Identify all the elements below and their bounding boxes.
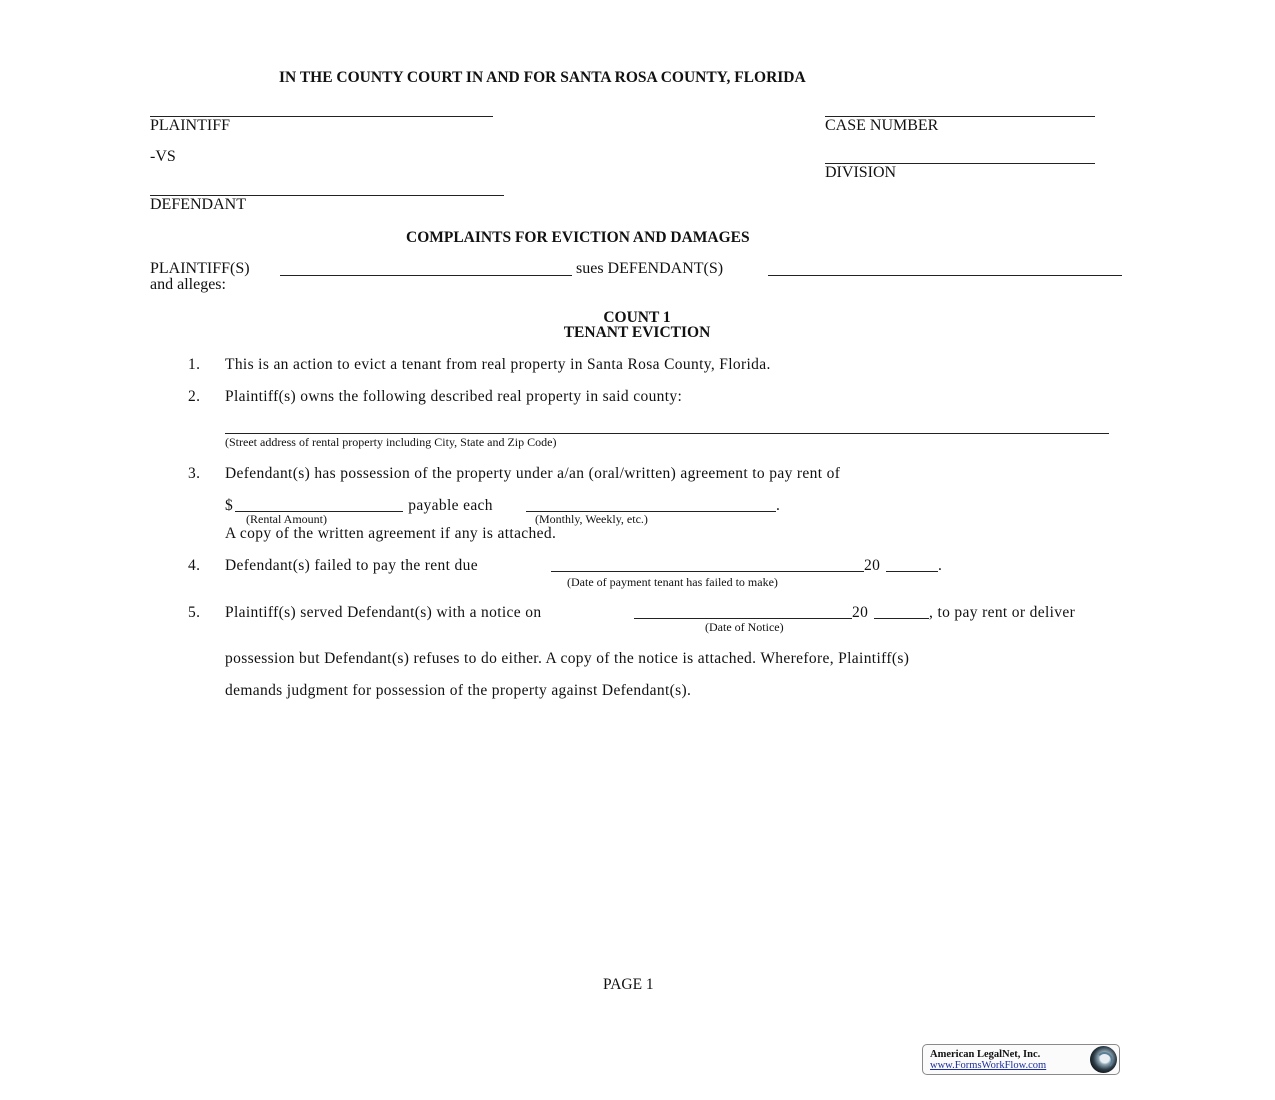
unpaid-rent-date-field[interactable] <box>551 571 864 572</box>
logo-url-link[interactable]: www.FormsWorkFlow.com <box>930 1060 1047 1071</box>
page-number: PAGE 1 <box>603 976 654 993</box>
item-2-text: Plaintiff(s) owns the following described real property in said county: <box>225 388 683 405</box>
item-5-year-prefix: 20 <box>852 604 869 621</box>
item-5-after-text: , to pay rent or deliver <box>929 604 1076 621</box>
rental-amount-caption: (Rental Amount) <box>246 512 327 526</box>
property-address-caption: (Street address of rental property including City, State and Zip Code) <box>225 435 557 449</box>
property-address-field[interactable] <box>225 433 1109 434</box>
plaintiffs-label: PLAINTIFF(S) <box>150 260 250 277</box>
defendant-label: DEFENDANT <box>150 196 246 213</box>
unpaid-rent-year-field[interactable] <box>886 571 938 572</box>
item-2-number: 2. <box>188 388 201 405</box>
logo-company-name: American LegalNet, Inc. <box>930 1049 1041 1060</box>
copy-agreement-text: A copy of the written agreement if any is attached. <box>225 525 557 542</box>
item-1-number: 1. <box>188 356 201 373</box>
count-heading: COUNT 1 <box>603 309 671 326</box>
unpaid-rent-date-caption: (Date of payment tenant has failed to make) <box>567 575 778 589</box>
plaintiff-label: PLAINTIFF <box>150 117 231 134</box>
item-4-end: . <box>938 557 943 574</box>
vs-label: -VS <box>150 148 176 165</box>
notice-year-field[interactable] <box>874 618 929 619</box>
item-4-year-prefix: 20 <box>864 557 881 574</box>
and-alleges-text: and alleges: <box>150 276 226 293</box>
payable-each-text: payable each <box>404 497 498 514</box>
court-title: IN THE COUNTY COURT IN AND FOR SANTA ROSA COUNTY, FLORIDA <box>279 69 806 86</box>
plaintiffs-field[interactable] <box>280 275 572 276</box>
division-label: DIVISION <box>825 164 897 181</box>
item-1-text: This is an action to evict a tenant from real property in Santa Rosa County, Florida. <box>225 356 771 373</box>
item-5-text: Plaintiff(s) served Defendant(s) with a notice on <box>225 604 546 621</box>
count-subheading: TENANT EVICTION <box>563 324 711 341</box>
case-number-label: CASE NUMBER <box>825 117 939 134</box>
american-legalnet-logo[interactable] <box>922 1044 1120 1075</box>
globe-icon <box>1090 1046 1117 1073</box>
item-5-line-3: demands judgment for possession of the property against Defendant(s). <box>225 682 692 699</box>
notice-date-field[interactable] <box>634 618 852 619</box>
item-4-text: Defendant(s) failed to pay the rent due <box>225 557 483 574</box>
notice-date-caption: (Date of Notice) <box>705 620 784 634</box>
item-4-number: 4. <box>188 557 201 574</box>
item-5-line-2: possession but Defendant(s) refuses to do either. A copy of the notice is attached. Wherefore, Plaintiff(s) <box>225 650 910 667</box>
document-title: COMPLAINTS FOR EVICTION AND DAMAGES <box>406 229 750 246</box>
period-end: . <box>776 497 781 514</box>
rent-period-caption: (Monthly, Weekly, etc.) <box>535 512 648 526</box>
item-3-number: 3. <box>188 465 201 482</box>
item-5-number: 5. <box>188 604 201 621</box>
sues-defendants-text: sues DEFENDANT(S) <box>572 260 724 277</box>
defendants-field[interactable] <box>768 275 1122 276</box>
dollar-sign: $ <box>225 497 234 514</box>
item-3-text: Defendant(s) has possession of the property under a/an (oral/written) agreement to pay rent of <box>225 465 841 482</box>
